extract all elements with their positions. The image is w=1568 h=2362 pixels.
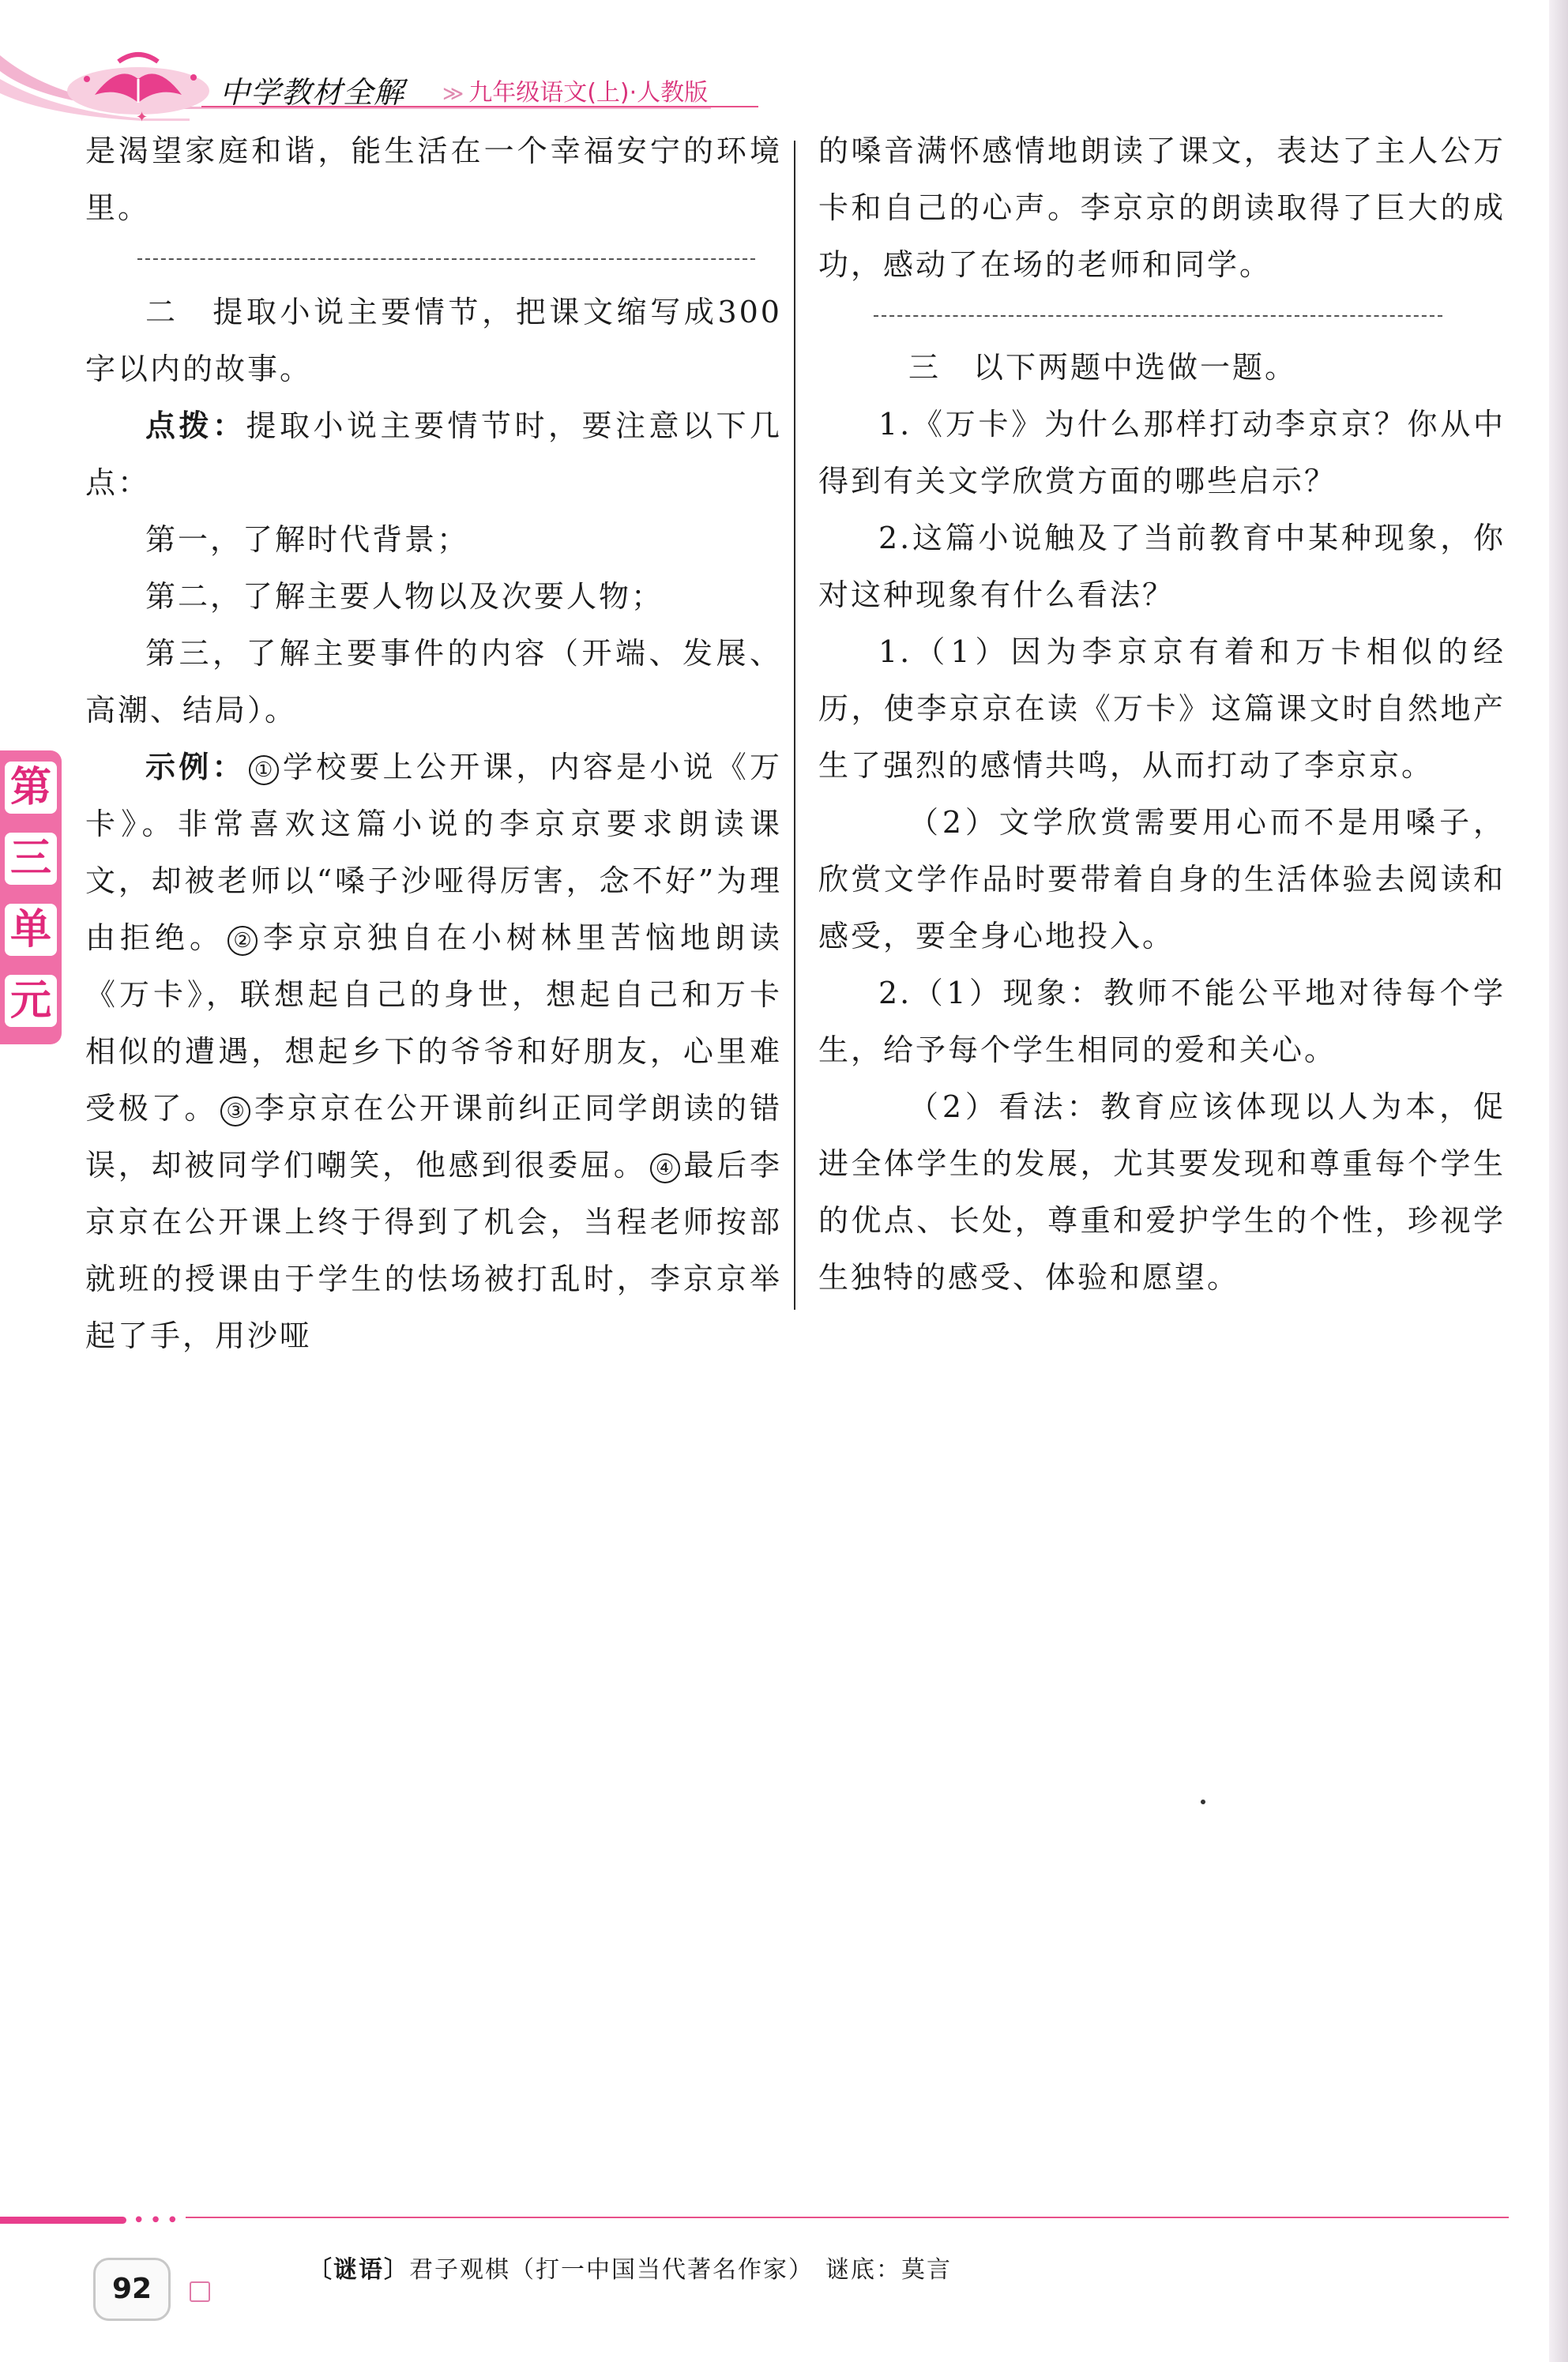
side-tab-char: 单 [5,904,57,956]
footer-rule-accent [0,2217,126,2224]
page-number: 92 [93,2258,171,2321]
book-logo-icon [63,47,213,118]
paragraph: 的嗓音满怀感情地朗读了课文，表达了主人公万卡和自己的心声。李京京的朗读取得了巨大的成功，感动了在场的老师和同学。 [818,134,1506,282]
dashed-divider [137,258,755,260]
page-edge-strip [1549,0,1568,2362]
riddle-answer: 谜底：莫言 [825,2256,952,2284]
footer-dots: ••• [133,2209,184,2232]
print-speck [1201,1800,1205,1804]
example-text: 最后李京京在公开课上终于得到了机会，当程老师按部就班的授课由于学生的怯场被打乱时，李京京举起了手，用沙哑 [85,1148,782,1353]
example-text: 李京京在公开课前纠正同学朗读的错误，却被同学们嘲笑，他感到很委屈。 [85,1091,782,1183]
book-title-text: 九年级语文(上)·人教版 [468,79,709,107]
arrow-icon: ≫ [442,82,464,106]
circled-number: ③ [220,1096,250,1126]
riddle-text: 君子观棋（打一中国当代著名作家） [409,2256,814,2284]
riddle-label: 〔谜语〕 [308,2256,409,2284]
list-item: 第二，了解主要人物以及次要人物； [145,579,664,614]
answer-paragraph: （2）看法：教育应该体现以人为本，促进全体学生的发展，尤其要发现和尊重每个学生的优点、长处，尊重和爱护学生的个性，珍视学生独特的感受、体验和愿望。 [818,1089,1506,1295]
footer-rule-line [186,2217,1509,2218]
page-header [0,0,1568,134]
column-divider [794,141,795,1310]
tip-text: 提取小说主要情节时，要注意以下几点： [85,408,782,500]
left-column [85,122,782,1364]
dashed-divider [874,315,1442,317]
question-heading: 二 提取小说主要情节，把课文缩写成300字以内的故事。 [85,295,782,386]
tip-label: 点拨： [145,408,246,443]
unit-side-tab [0,750,62,1044]
header-star-decoration: ✦ [136,109,149,126]
right-column [818,122,1506,1306]
example-label: 示例： [145,750,246,784]
example-text: 学校要上公开课，内容是小说《万卡》。非常喜欢这篇小说的李京京要求朗读课文，却被老师以“嗓子沙哑得厉害，念不好”为理由拒绝。 [85,750,782,955]
question-heading: 三 以下两题中选做一题。 [908,350,1298,385]
paragraph: 是渴望家庭和谐，能生活在一个幸福安宁的环境里。 [85,134,782,225]
circled-number: ④ [650,1153,680,1183]
question-item: 2.这篇小说触及了当前教育中某种现象，你对这种现象有什么看法？ [818,521,1506,612]
circled-number: ① [249,755,279,785]
side-tab-char: 三 [5,833,57,885]
book-title [442,73,708,107]
question-item: 1.《万卡》为什么那样打动李京京？你从中得到有关文学欣赏方面的哪些启示？ [818,407,1506,498]
answer-paragraph: 1.（1）因为李京京有着和万卡相似的经历，使李京京在读《万卡》这篇课文时自然地产生了强烈的感情共鸣，从而打动了李京京。 [818,634,1506,783]
circled-number: ② [227,926,258,956]
example-text: 李京京独自在小树林里苦恼地朗读《万卡》，联想起自己的身世，想起自己和万卡相似的遭遇，想起乡下的爷爷和好朋友，心里难受极了。 [85,920,782,1126]
answer-paragraph: 2.（1）现象：教师不能公平地对待每个学生，给予每个学生相同的爱和关心。 [818,976,1506,1067]
riddle [308,2250,814,2285]
side-tab-char: 元 [5,975,57,1027]
tip-paragraph [85,397,782,511]
side-tab-char: 第 [5,762,57,814]
footer-rule [0,2209,1509,2232]
series-title: 中学教材全解 [220,75,405,110]
list-item: 第三，了解主要事件的内容（开端、发展、高潮、结局）。 [85,636,782,728]
example-paragraph [85,739,782,1364]
list-item: 第一，了解时代背景； [145,522,470,557]
square-icon [190,2281,210,2302]
answer-paragraph: （2）文学欣赏需要用心而不是用嗓子，欣赏文学作品时要带着自身的生活体验去阅读和感受，要全身心地投入。 [818,805,1506,953]
